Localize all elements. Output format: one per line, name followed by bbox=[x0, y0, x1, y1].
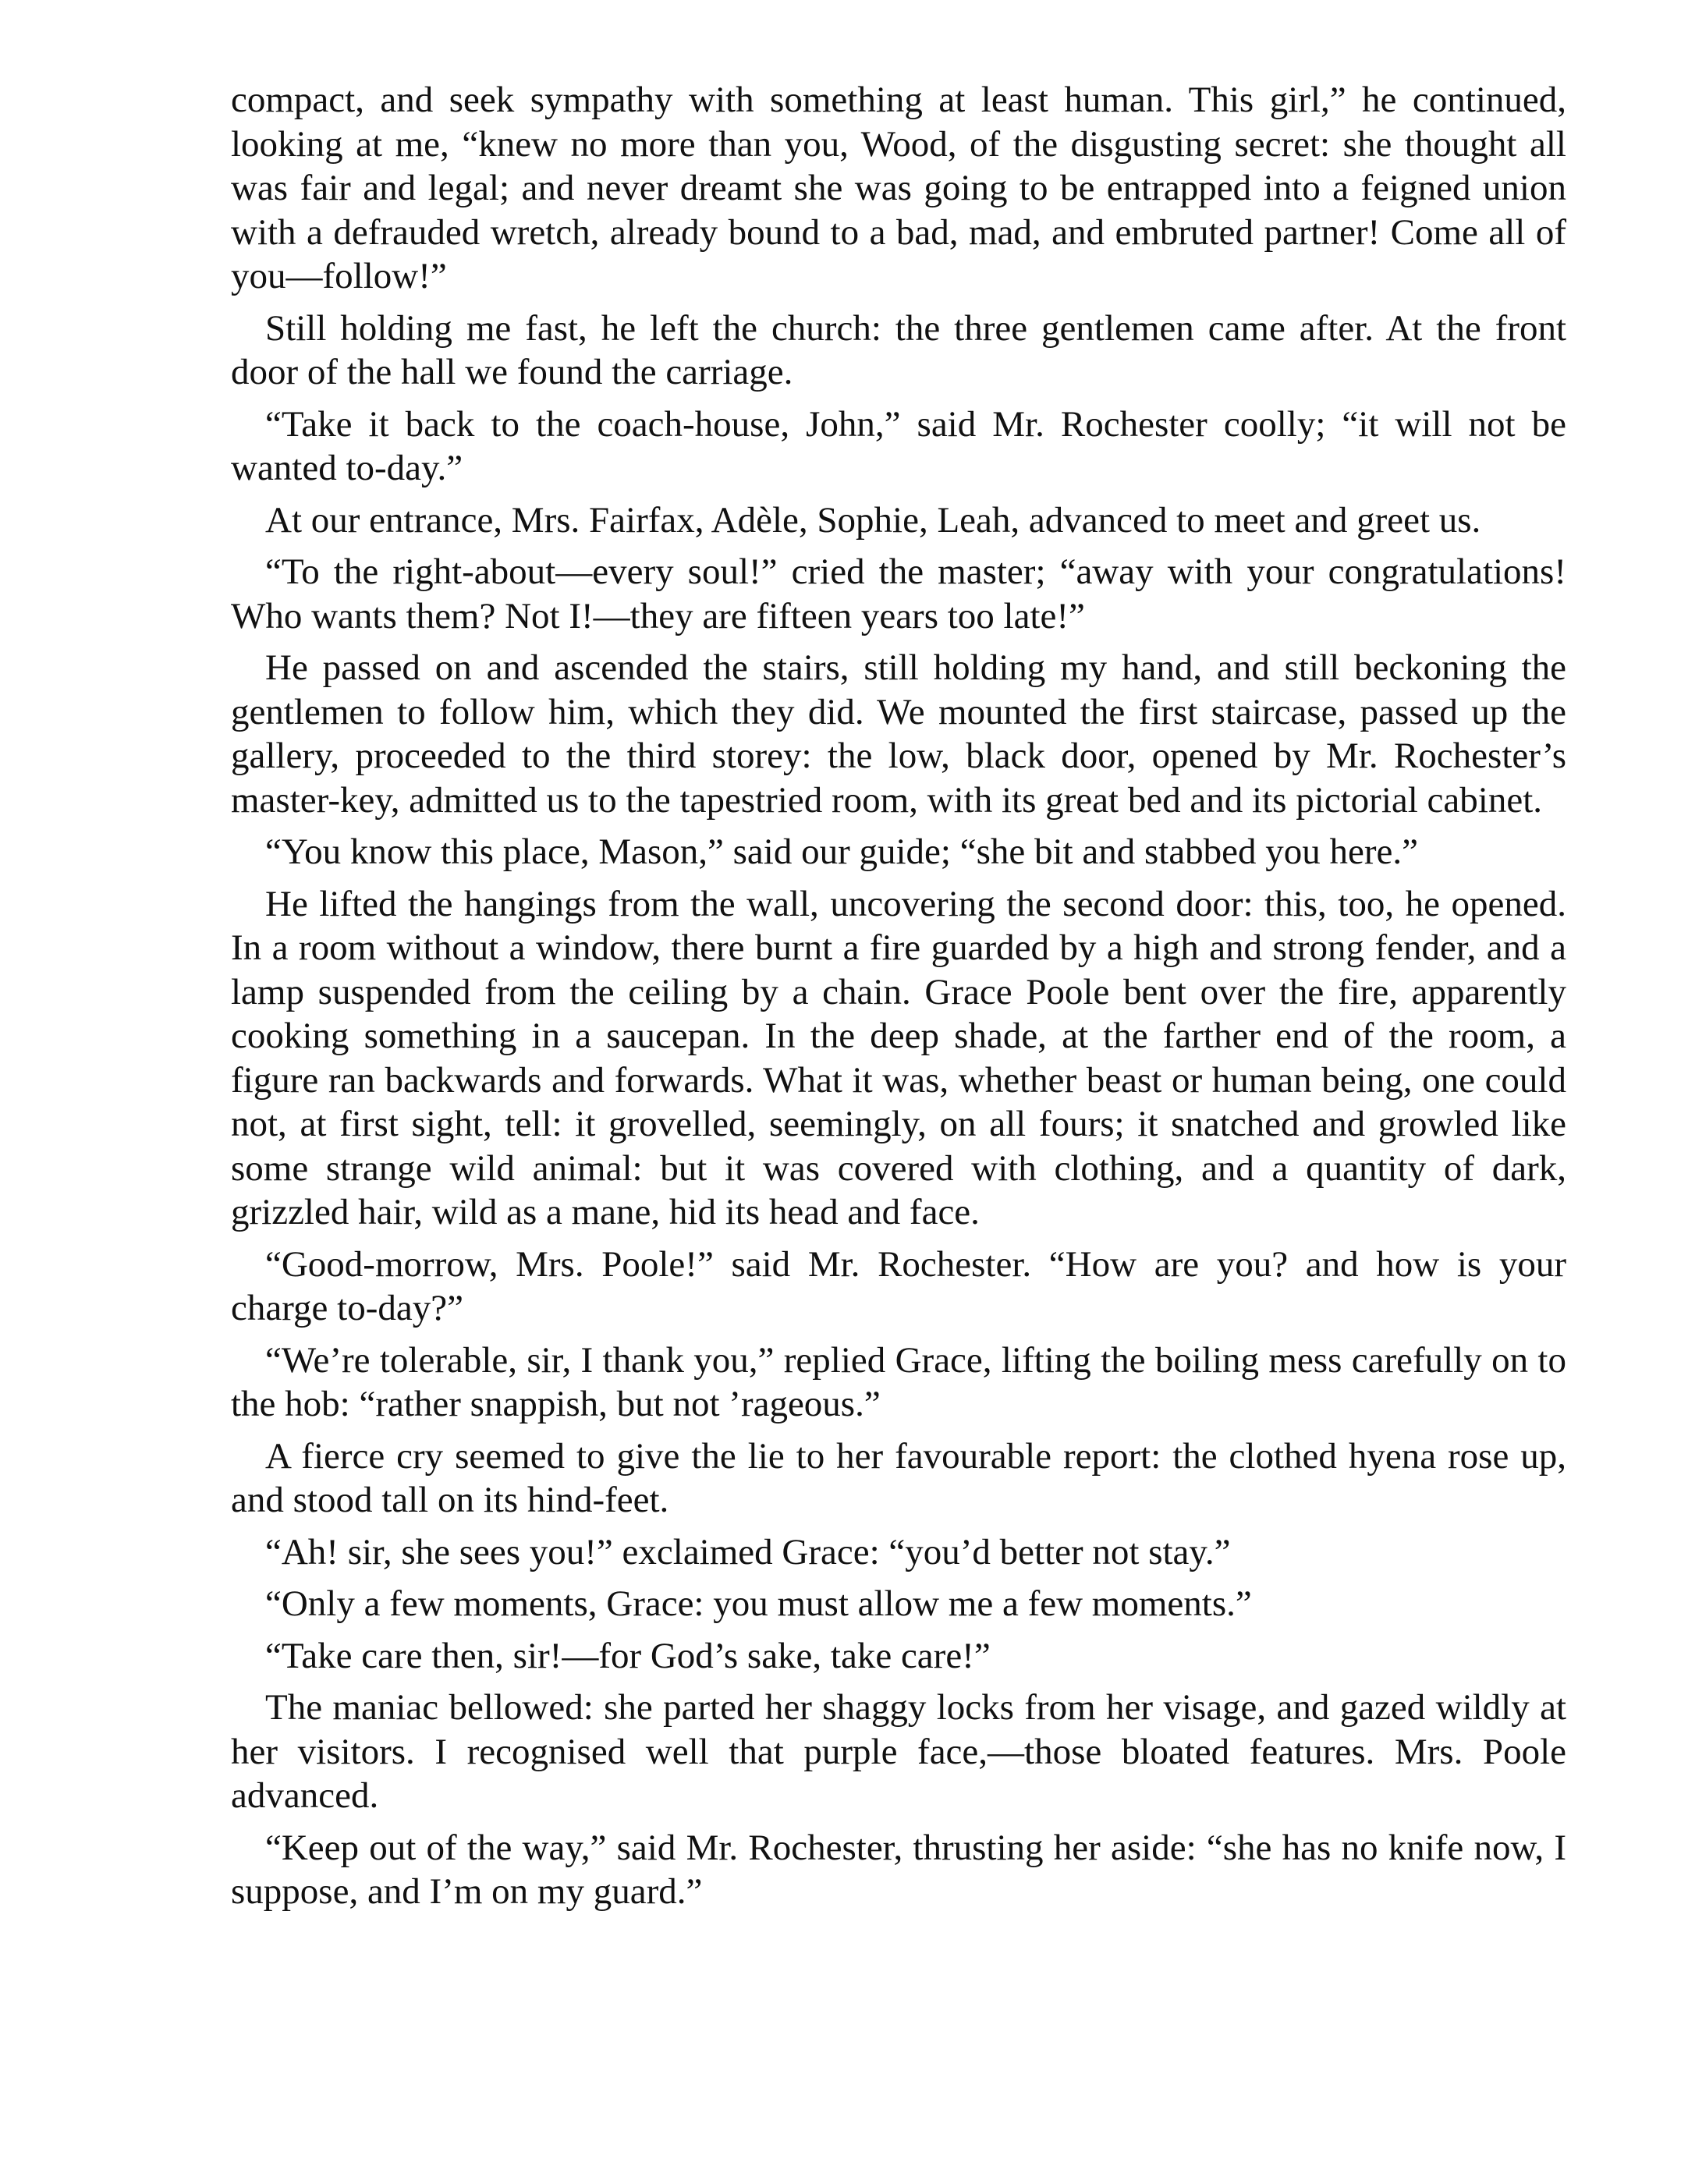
paragraph-11: A fierce cry seemed to give the lie to her favourable report: the clothed hyena rose up, and stood tall on its hind-feet. bbox=[231, 1435, 1566, 1520]
paragraph-14: “Take care then, sir!—for God’s sake, take care!” bbox=[265, 1635, 991, 1676]
paragraph-2: Still holding me fast, he left the church: the three gentlemen came after. At the front door of the hall we found the carriage. bbox=[231, 307, 1566, 392]
paragraph-9: “Good-morrow, Mrs. Poole!” said Mr. Rochester. “How are you? and how is your charge to-day?” bbox=[231, 1243, 1566, 1328]
page-body bbox=[231, 78, 1566, 1922]
paragraph-1: compact, and seek sympathy with something at least human. This girl,” he continued, looking at me, “knew no more than you, Wood, of the disgusting secret: she thought all was fair and legal; and never dreamt she was going to be entrapped into a feigned union with a defrauded wretch, already bound to a bad, mad, and embruted partner! Come all of you—follow!” bbox=[231, 80, 1566, 296]
paragraph-3: “Take it back to the coach-house, John,” said Mr. Rochester coolly; “it will not be wanted to-day.” bbox=[231, 403, 1566, 488]
paragraph-4: At our entrance, Mrs. Fairfax, Adèle, Sophie, Leah, advanced to meet and greet us. bbox=[265, 499, 1481, 541]
paragraph-10: “We’re tolerable, sir, I thank you,” replied Grace, lifting the boiling mess carefully on to the hob: “rather snappish, but not ’rageous.” bbox=[231, 1339, 1566, 1424]
paragraph-15: The maniac bellowed: she parted her shaggy locks from her visage, and gazed wildly at her visitors. I recognised well that purple face,—those bloated features. Mrs. Poole advanced. bbox=[231, 1687, 1566, 1816]
paragraph-5: “To the right-about—every soul!” cried the master; “away with your congratulations! Who wants them? Not I!—they are fifteen years too late!” bbox=[231, 551, 1566, 636]
paragraph-6: He passed on and ascended the stairs, still holding my hand, and still beckoning the gentlemen to follow him, which they did. We mounted the first staircase, passed up the gallery, proceeded to the third storey: the low, black door, opened by Mr. Rochester’s master-key, admitted us to the tapestried room, with its great bed and its pictorial cabinet. bbox=[231, 647, 1566, 821]
paragraph-16: “Keep out of the way,” said Mr. Rochester, thrusting her aside: “she has no knife now, I suppose, and I’m on my guard.” bbox=[231, 1827, 1566, 1912]
paragraph-12: “Ah! sir, she sees you!” exclaimed Grace: “you’d better not stay.” bbox=[265, 1531, 1231, 1572]
paragraph-7: “You know this place, Mason,” said our guide; “she bit and stabbed you here.” bbox=[265, 831, 1419, 872]
paragraph-8: He lifted the hangings from the wall, uncovering the second door: this, too, he opened. In a room without a window, there burnt a fire guarded by a high and strong fender, and a lamp suspended from the ceiling by a chain. Grace Poole bent over the fire, apparently cooking something in a saucepan. In the deep shade, at the farther end of the room, a figure ran backwards and forwards. What it was, whether beast or human being, one could not, at first sight, tell: it grovelled, seemingly, on all fours; it snatched and growled like some strange wild animal: but it was covered with clothing, and a quantity of dark, grizzled hair, wild as a mane, hid its head and face. bbox=[231, 883, 1566, 1232]
paragraph-13: “Only a few moments, Grace: you must allow me a few moments.” bbox=[265, 1583, 1252, 1624]
